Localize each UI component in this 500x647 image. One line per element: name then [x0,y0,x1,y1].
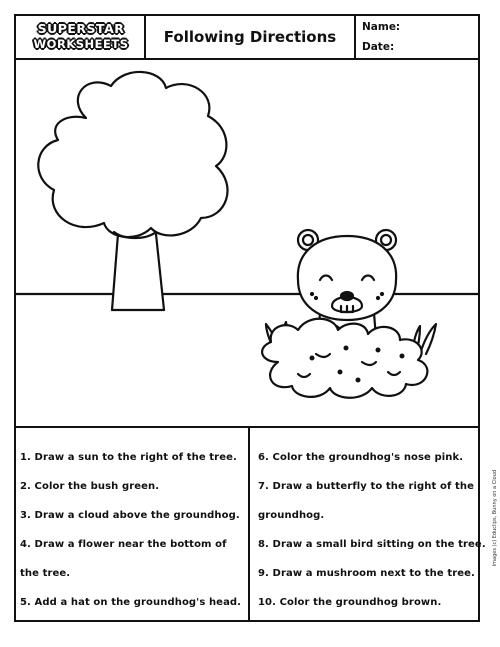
picture-area [16,58,478,428]
image-credit: Images (c) Educlips, Bunny on a Cloud [492,470,498,567]
scene-illustration [16,58,478,428]
worksheet-header [16,16,478,60]
superstar-worksheets-logo [16,16,146,58]
instruction-step: 10. Color the groundhog brown. [258,597,442,608]
instruction-step-continued: groundhog. [258,510,325,521]
instruction-step-continued: the tree. [20,568,71,579]
instruction-step: 6. Color the groundhog's nose pink. [258,452,464,463]
instruction-step: 1. Draw a sun to the right of the tree. [20,452,237,463]
logo-line-2: WORKSHEETS [33,37,129,51]
instructions-left-column [16,428,250,620]
instruction-step: 5. Add a hat on the groundhog's head. [20,597,242,608]
instructions-right-column [250,428,486,620]
worksheet [14,14,486,622]
tree-illustration [38,72,227,310]
date-field-label: Date: [362,41,395,53]
instruction-step: 3. Draw a cloud above the groundhog. [20,510,240,521]
instruction-step: 4. Draw a flower near the bottom of [20,539,227,550]
instruction-step: 9. Draw a mushroom next to the tree. [258,568,475,579]
instruction-step: 7. Draw a butterfly to the right of the [258,481,474,492]
bush-illustration [262,319,427,398]
logo-line-1: SUPERSTAR [37,21,125,36]
instruction-step: 2. Color the bush green. [20,481,160,492]
name-field-label: Name: [362,21,401,33]
instruction-step: 8. Draw a small bird sitting on the tree. [258,539,486,550]
worksheet-title: Following Directions [146,16,356,58]
instructions-section [16,426,486,620]
